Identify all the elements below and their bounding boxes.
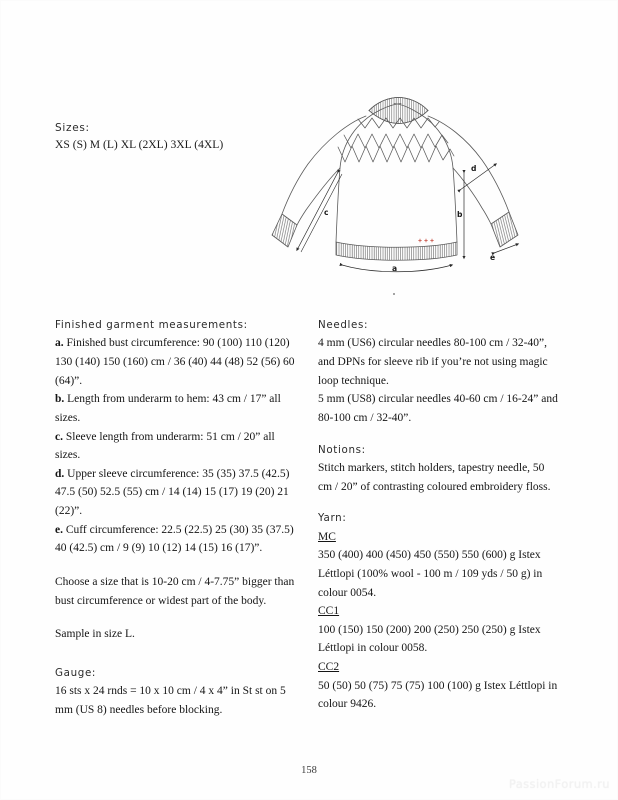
measurement-letter-e: e.	[55, 523, 63, 536]
needles-text-secondary: 5 mm (US8) circular needles 40-60 cm / 16-24” and 80-100 cm / 32-40”.	[318, 393, 558, 424]
measurement-text-b: Length from underarm to hem: 43 cm / 17” all sizes.	[55, 393, 281, 424]
yarn-label-cc1: CC1	[318, 605, 340, 618]
measurement-text-c: Sleeve length from underarm: 51 cm / 20” all sizes.	[55, 430, 275, 462]
page-number: 158	[301, 765, 317, 776]
yarn-text-cc2: 50 (50) 50 (75) 75 (75) 100 (100) g Istex Léttlopi in colour 9426.	[318, 679, 558, 711]
yarn-label-mc: MC	[318, 530, 336, 543]
spacer	[318, 496, 560, 511]
right-text-column	[318, 318, 560, 714]
spacer	[55, 558, 297, 573]
yarn-heading: Yarn:	[318, 512, 347, 525]
stray-ink-dot	[393, 293, 395, 295]
sample-size-note: Sample in size L.	[55, 628, 135, 641]
spacer	[318, 428, 560, 443]
measurement-item-c	[55, 428, 297, 465]
measurement-text-a: Finished bust circumference: 90 (100) 110 (120) 130 (140) 150 (160) cm / 36 (40) 44 (48) 52 (56) 60 (64)”.	[55, 337, 295, 387]
measurement-item-a	[55, 334, 297, 390]
label-c: c	[324, 208, 329, 217]
notions-heading: Notions:	[318, 443, 366, 456]
needles-text-primary: 4 mm (US6) circular needles 80-100 cm / 32-40”, and DPNs for sleeve rib if you’re not using magic loop technique.	[318, 337, 548, 387]
notions-text: Stitch markers, stitch holders, tapestry needle, 50 cm / 20” of contrasting coloured embroidery floss.	[318, 462, 551, 493]
sizes-list: XS (S) M (L) XL (2XL) 3XL (4XL)	[55, 138, 224, 152]
measurement-letter-a: a.	[55, 337, 64, 350]
label-d: d	[471, 164, 477, 173]
label-e: e	[490, 253, 496, 262]
sizes-heading: Sizes:	[55, 122, 90, 134]
gauge-heading: Gauge:	[55, 666, 97, 679]
yarn-label-cc2: CC2	[318, 661, 340, 674]
spacer	[55, 644, 297, 666]
measurement-text-d: Upper sleeve circumference: 35 (35) 37.5 (42.5) 47.5 (50) 52.5 (55) cm / 14 (14) 15 (17) 19 (20) 21 (22)”.	[55, 467, 290, 518]
yarn-text-mc: 350 (400) 400 (450) 450 (550) 550 (600) g Istex Léttlopi (100% wool - 100 m / 109 yds / 50 g) in colour 0054.	[318, 549, 543, 599]
needles-heading: Needles:	[318, 319, 369, 331]
label-b: b	[457, 210, 463, 219]
size-advice-paragraph: Choose a size that is 10-20 cm / 4-7.75” bigger than bust circumference or widest part of the body.	[55, 575, 295, 607]
measurement-letter-c: c.	[55, 430, 63, 443]
measurement-letter-d: d.	[55, 467, 65, 480]
gauge-text: 16 sts x 24 rnds = 10 x 10 cm / 4 x 4” in St st on 5 mm (US 8) needles before blocking.	[55, 685, 286, 716]
spacer	[55, 610, 297, 625]
measurement-item-d	[55, 465, 297, 521]
sweater-schematic	[268, 92, 536, 292]
yarn-text-cc1: 100 (150) 150 (200) 200 (250) 250 (250) g Istex Léttlopi in colour 0058.	[318, 623, 541, 655]
label-a: a	[392, 264, 398, 273]
finished-measurements-heading: Finished garment measurements:	[55, 319, 248, 331]
left-text-column	[55, 318, 297, 720]
site-watermark: PassionForum.ru	[508, 777, 610, 791]
measurement-letter-b: b.	[55, 393, 65, 406]
measurement-text-e: Cuff circumference: 22.5 (22.5) 25 (30) 35 (37.5) 40 (42.5) cm / 9 (9) 10 (12) 14 (15) 16 (17)”.	[55, 523, 294, 555]
measurement-item-b	[55, 390, 297, 427]
measurement-item-e	[55, 521, 297, 558]
